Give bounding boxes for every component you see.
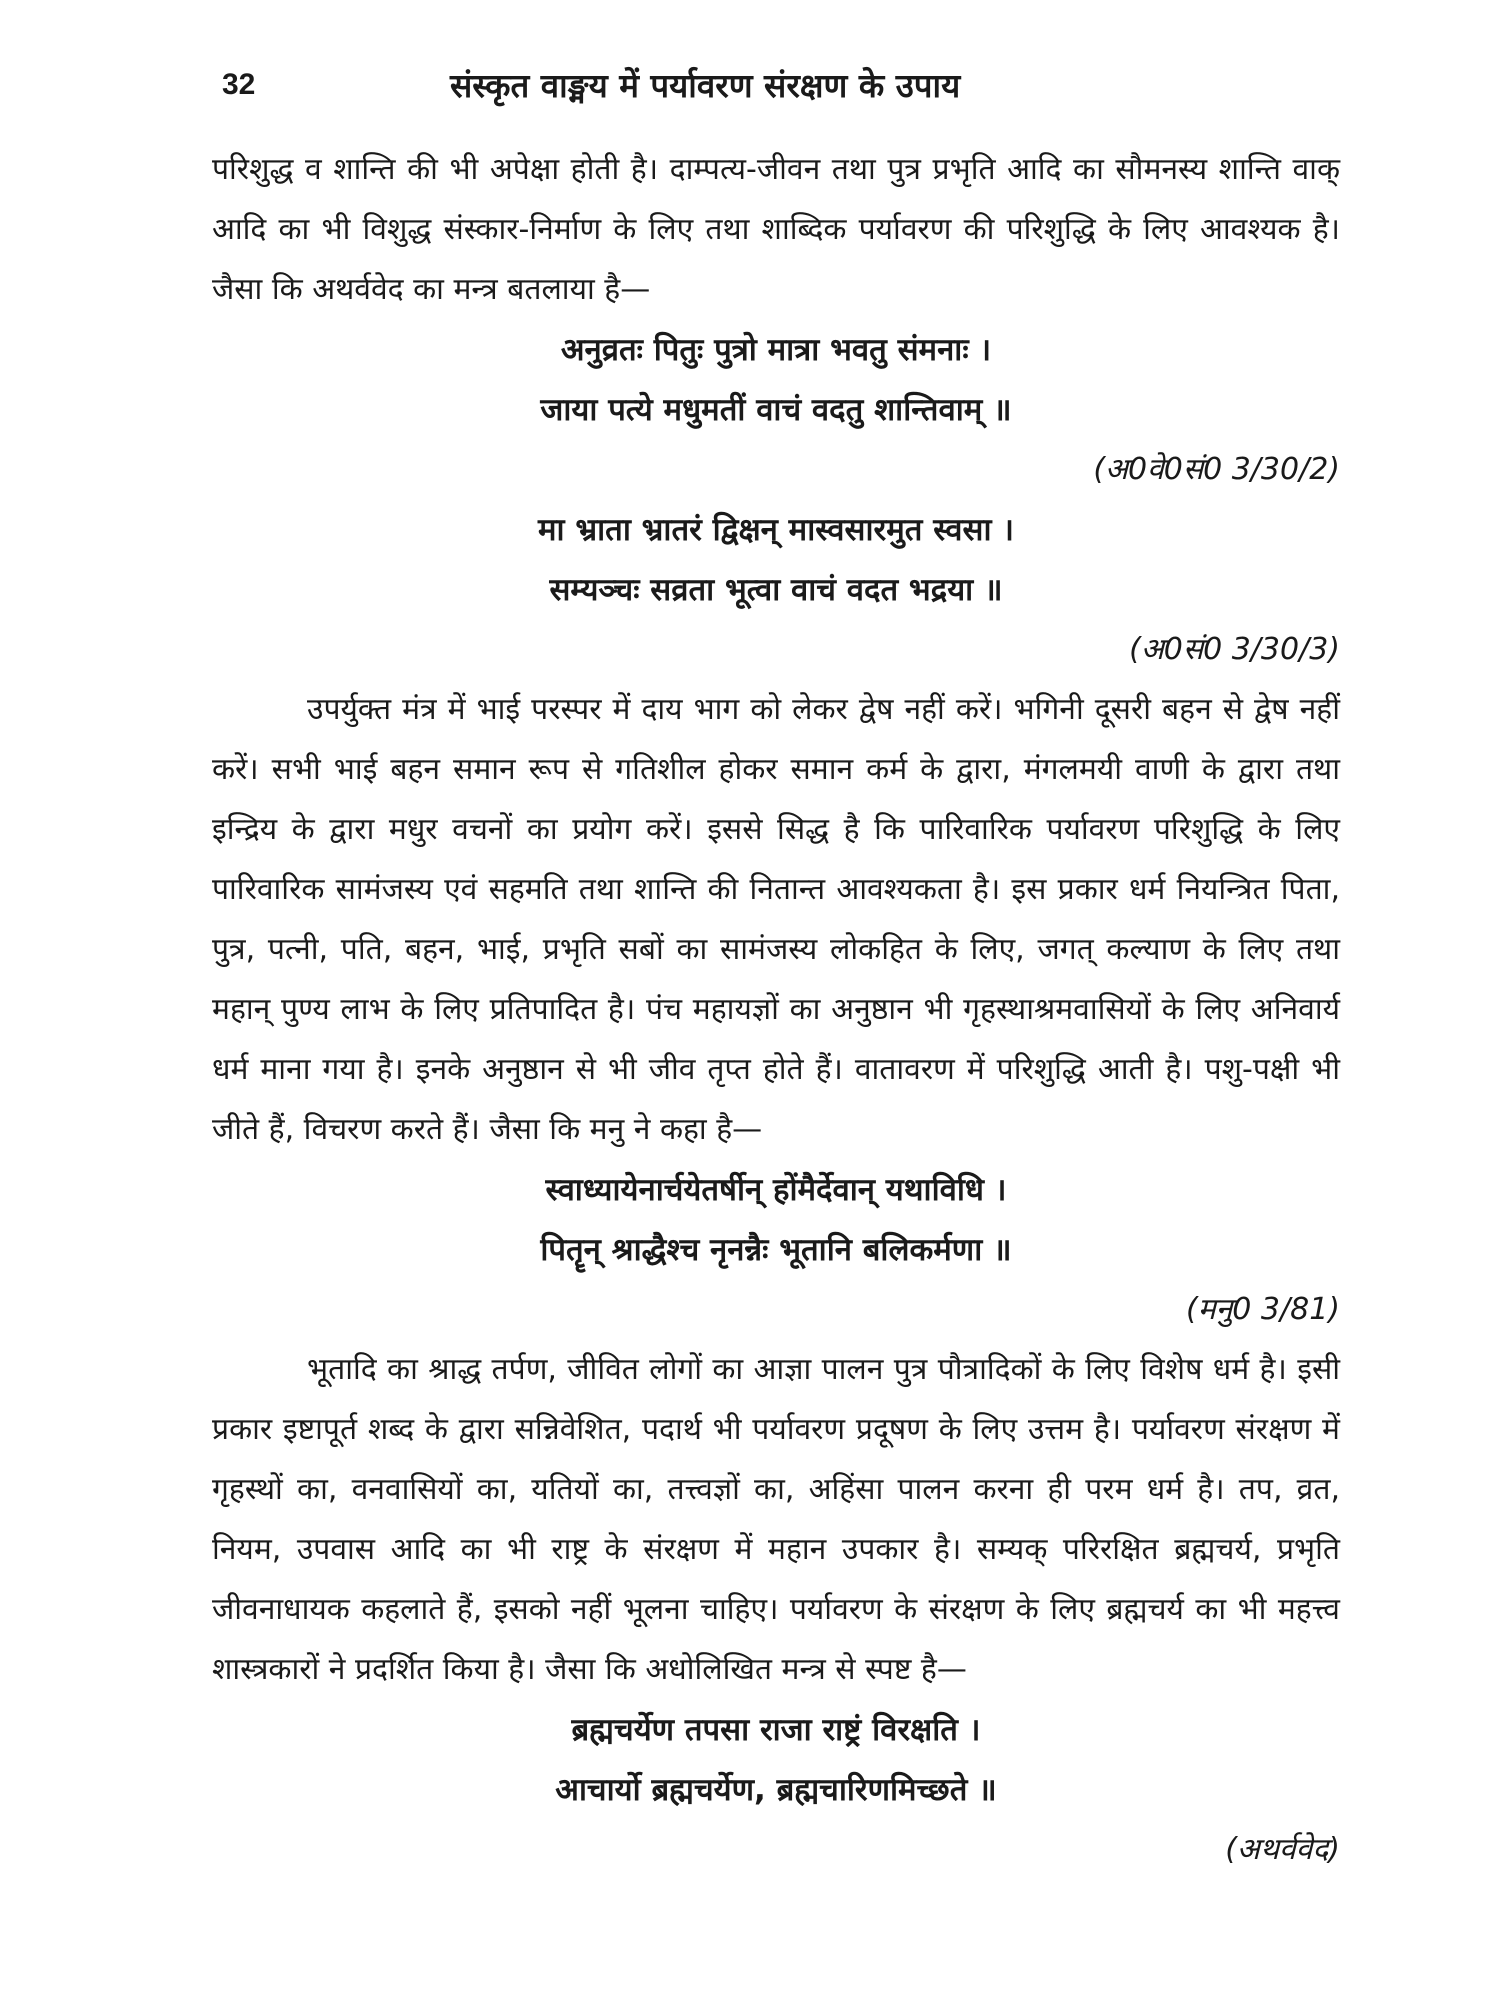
verse-2 [212,500,1340,620]
paragraph-3: भूतादि का श्राद्ध तर्पण, जीवित लोगों का आज्ञा पालन पुत्र पौत्रादिकों के लिए विशेष धर्म है। इसी प्रकार इष्टापूर्त शब्द के द्वारा सन्निवेशित, पदार्थ भी पर्यावरण प्रदूषण के लिए उत्तम है। पर्यावरण संरक्षण में गृहस्थों का, वनवासियों का, यतियों का, तत्त्वज्ञों का, अहिंसा पालन करना ही परम धर्म है। तप, व्रत, नियम, उपवास आदि का भी राष्ट्र के संरक्षण में महान उपकार है। सम्यक् परिरक्षित ब्रह्मचर्य, प्रभृति जीवनाधायक कहलाते हैं, इसको नहीं भूलना चाहिए। पर्यावरण के संरक्षण के लिए ब्रह्मचर्य का भी महत्त्व शास्त्रकारों ने प्रदर्शित किया है। जैसा कि अधोलिखित मन्त्र से स्पष्ट है— [212,1352,1340,1687]
verse-3 [212,1160,1340,1280]
page-number: 32 [222,68,256,101]
running-title: संस्कृत वाङ्मय में पर्यावरण संरक्षण के उपाय [450,66,961,105]
page-body [212,140,1340,1880]
citation-1: (अ0वे0सं0 3/30/2) [1093,452,1340,487]
verse-2-line-1: मा भ्राता भ्रातरं द्विक्षन् मास्वसारमुत स्वसा । [537,512,1015,548]
verse-1-line-1: अनुव्रतः पितुः पुत्रो मात्रा भवतु संमनाः । [560,332,992,368]
verse-4-line-2: आचार्यो ब्रह्मचर्येण, ब्रह्मचारिणमिच्छते ॥ [555,1772,997,1808]
verse-1-line-2: जाया पत्ये मधुमतीं वाचं वदतु शान्तिवाम् ॥ [540,392,1012,428]
paragraph-1: परिशुद्ध व शान्ति की भी अपेक्षा होती है। दाम्पत्य-जीवन तथा पुत्र प्रभृति आदि का सौमनस्य शान्ति वाक् आदि का भी विशुद्ध संस्कार-निर्माण के लिए तथा शाब्दिक पर्यावरण की परिशुद्धि के लिए आवश्यक है। जैसा कि अथर्ववेद का मन्त्र बतलाया है— [212,152,1340,307]
verse-4 [212,1700,1340,1820]
paragraph-2: उपर्युक्त मंत्र में भाई परस्पर में दाय भाग को लेकर द्वेष नहीं करें। भगिनी दूसरी बहन से द्वेष नहीं करें। सभी भाई बहन समान रूप से गतिशील होकर समान कर्म के द्वारा, मंगलमयी वाणी के द्वारा तथा इन्द्रिय के द्वारा मधुर वचनों का प्रयोग करें। इससे सिद्ध है कि पारिवारिक पर्यावरण परिशुद्धि के लिए पारिवारिक सामंजस्य एवं सहमति तथा शान्ति की नितान्त आवश्यकता है। इस प्रकार धर्म नियन्त्रित पिता, पुत्र, पत्नी, पति, बहन, भाई, प्रभृति सबों का सामंजस्य लोकहित के लिए, जगत् कल्याण के लिए तथा महान् पुण्य लाभ के लिए प्रतिपादित है। पंच महायज्ञों का अनुष्ठान भी गृहस्थाश्रमवासियों के लिए अनिवार्य धर्म माना गया है। इनके अनुष्ठान से भी जीव तृप्त होते हैं। वातावरण में परिशुद्धि आती है। पशु-पक्षी भी जीते हैं, विचरण करते हैं। जैसा कि मनु ने कहा है— [212,692,1340,1147]
citation-3: (मनु0 3/81) [1186,1292,1340,1327]
verse-2-line-2: सम्यञ्चः सव्रता भूत्वा वाचं वदत भद्रया ॥ [549,572,1003,608]
verse-1 [212,320,1340,440]
citation-2: (अ0सं0 3/30/3) [1129,632,1340,667]
verse-4-line-1: ब्रह्मचर्येण तपसा राजा राष्ट्रं विरक्षति । [571,1712,981,1748]
verse-3-line-1: स्वाध्यायेनार्चयेतर्षीन् होंमैर्देवान् यथाविधि । [545,1172,1007,1208]
verse-3-line-2: पितॄन् श्राद्धैश्च नृनन्नैः भूतानि बलिकर्मणा ॥ [540,1232,1012,1268]
citation-4: (अथर्ववेद) [1225,1832,1340,1867]
page-header [0,62,1500,118]
